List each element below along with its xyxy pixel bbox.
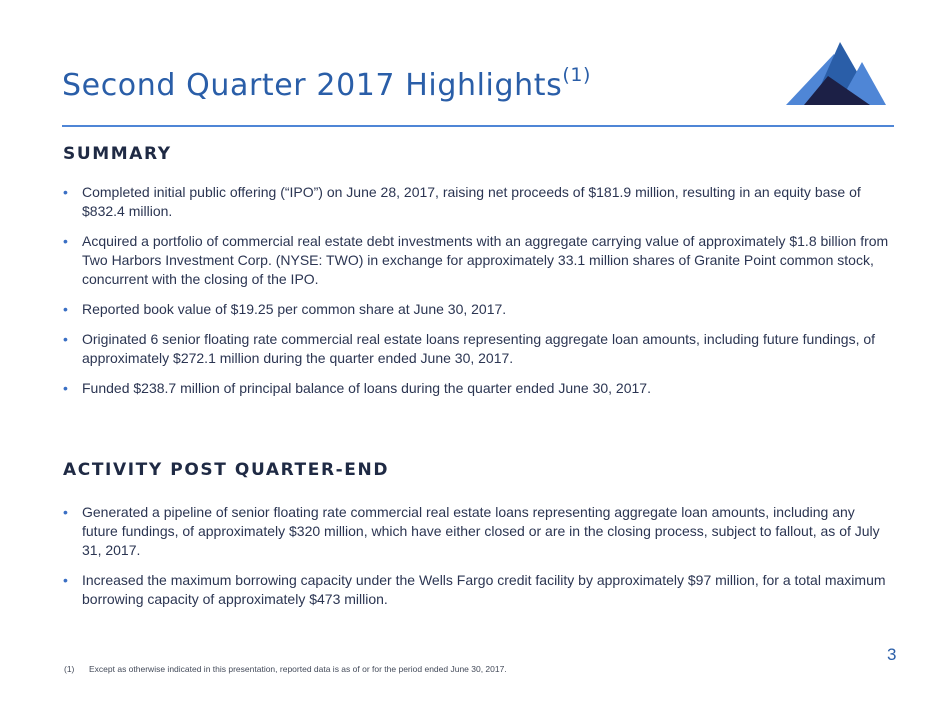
activity-bullet: • Generated a pipeline of senior floating rate commercial real estate loans representing aggregate loan amounts, including any future fundings, of approximately $320 million, which have either closed or are in the closing process, subject to fallout, as of July 31, 2017. (62, 503, 892, 560)
activity-bullet-list (62, 503, 892, 620)
page-number: 3 (887, 645, 897, 664)
activity-heading: ACTIVITY POST QUARTER-END (63, 460, 390, 480)
footnote-text: Except as otherwise indicated in this presentation, reported data is as of or for the period ended June 30, 2017. (89, 664, 507, 674)
summary-bullet: • Reported book value of $19.25 per common share at June 30, 2017. (62, 300, 892, 319)
summary-bullet-list (62, 183, 892, 409)
summary-bullet: • Acquired a portfolio of commercial real estate debt investments with an aggregate carrying value of approximately $1.8 billion from Two Harbors Investment Corp. (NYSE: TWO) in exchange for approximately 33.1 million shares of Granite Point common stock, concurrent with the closing of the IPO. (62, 232, 892, 289)
page-title-text: Second Quarter 2017 Highlights (62, 68, 563, 103)
title-footnote-ref: (1) (562, 64, 592, 86)
mountain-logo-icon (786, 42, 888, 106)
title-divider (62, 125, 894, 127)
summary-bullet: • Funded $238.7 million of principal balance of loans during the quarter ended June 30, 2017. (62, 379, 892, 398)
summary-bullet: • Originated 6 senior floating rate commercial real estate loans representing aggregate loan amounts, including future fundings, of approximately $272.1 million during the quarter ended June 30, 2017. (62, 330, 892, 368)
activity-bullet: • Increased the maximum borrowing capacity under the Wells Fargo credit facility by approximately $97 million, for a total maximum borrowing capacity of approximately $473 million. (62, 571, 892, 609)
summary-bullet: • Completed initial public offering (“IPO”) on June 28, 2017, raising net proceeds of $181.9 million, resulting in an equity base of $832.4 million. (62, 183, 892, 221)
footnote (64, 664, 507, 674)
footnote-marker: (1) (64, 664, 75, 674)
page-title (62, 64, 592, 103)
summary-heading: SUMMARY (63, 144, 172, 164)
